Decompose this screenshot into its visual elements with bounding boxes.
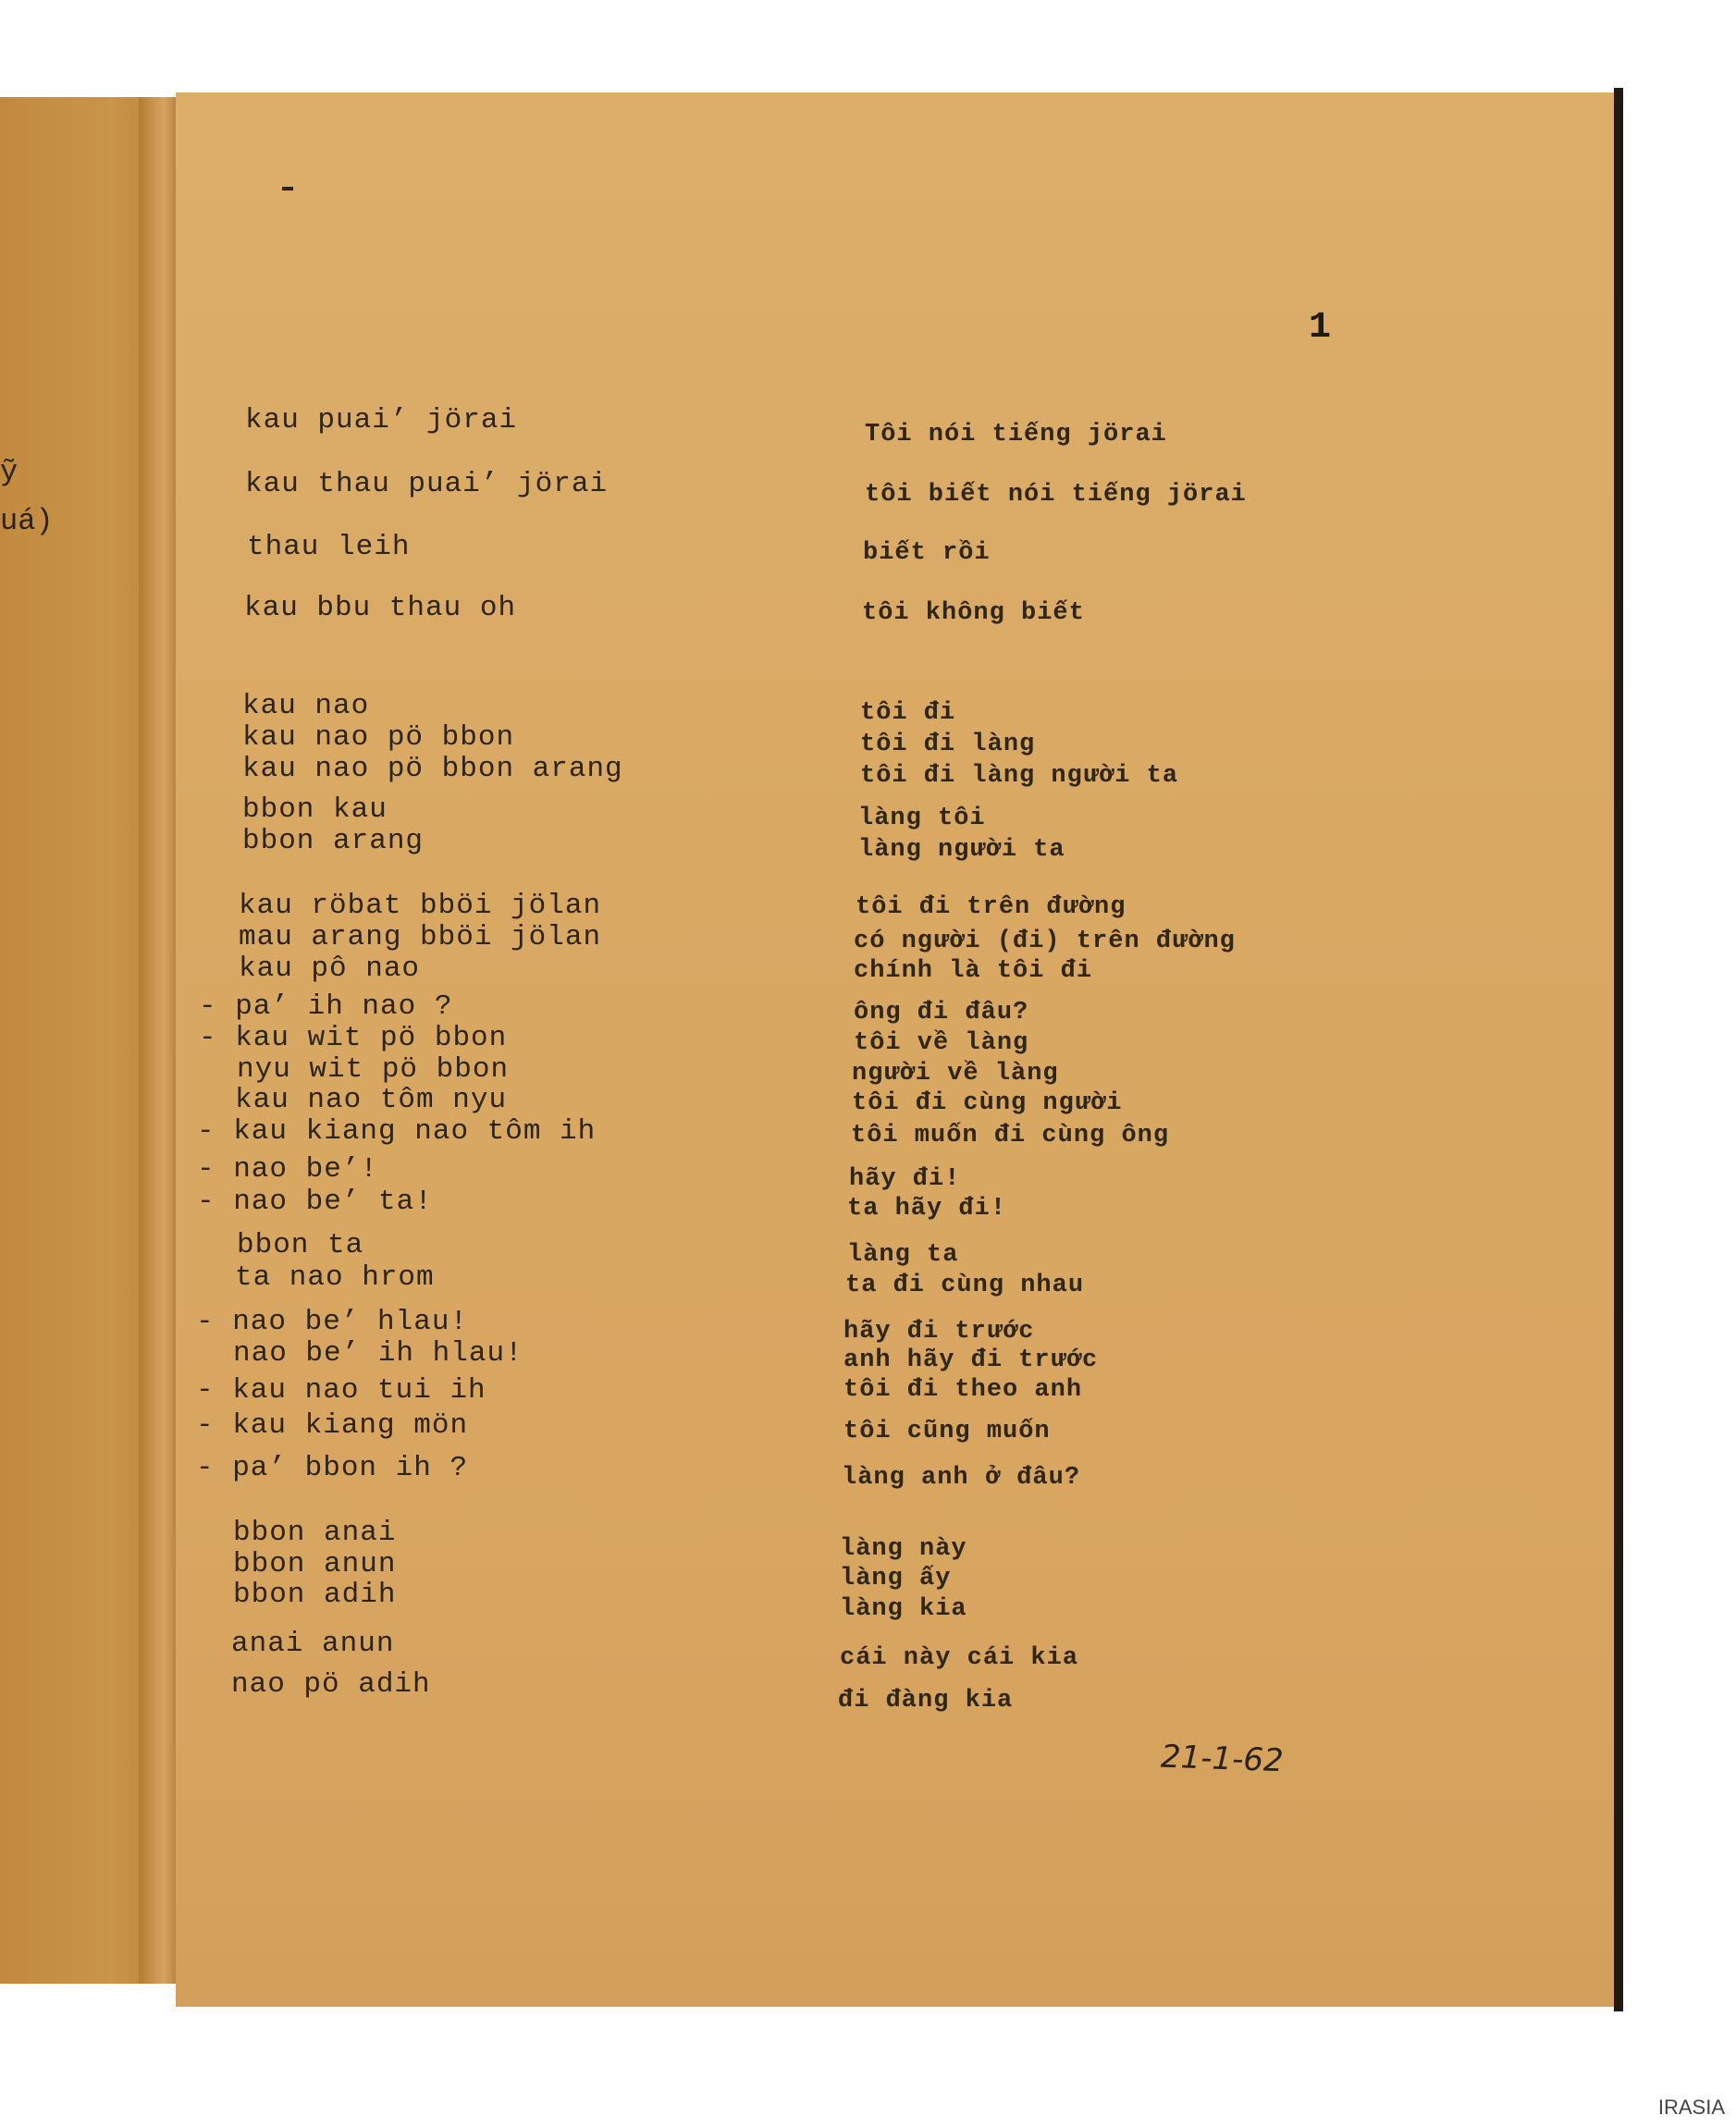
vietnamese-line: cái này cái kia: [840, 1644, 1079, 1672]
jorai-line: kau nao pö bbon: [242, 721, 515, 754]
margin-fragment: uá): [0, 504, 54, 538]
ink-mark: [282, 187, 293, 191]
jorai-line: kau puai’ jörai: [245, 404, 518, 436]
jorai-line: bbon ta: [237, 1229, 364, 1261]
jorai-line: kau nao: [242, 690, 370, 722]
vietnamese-line: làng người ta: [858, 836, 1065, 864]
vietnamese-line: tôi đi trên đường: [856, 893, 1127, 921]
vietnamese-line: làng ta: [847, 1241, 959, 1269]
jorai-line: bbon adih: [233, 1579, 397, 1611]
vietnamese-line: làng tôi: [858, 805, 986, 832]
vietnamese-line: tôi đi làng người ta: [860, 762, 1179, 790]
source-credit: IRASIA: [1657, 2096, 1725, 2119]
handwritten-date: 21-1-62: [1160, 1738, 1285, 1780]
jorai-line: kau bbu thau oh: [244, 592, 517, 624]
vietnamese-line: Tôi nói tiếng jörai: [865, 421, 1167, 449]
vietnamese-line: tôi đi làng: [860, 731, 1036, 758]
jorai-line: ta nao hrom: [235, 1261, 435, 1294]
jorai-line: - nao be’ ta!: [197, 1186, 433, 1218]
vietnamese-line: biết rồi: [863, 539, 991, 567]
jorai-line: - pa’ bbon ih ?: [196, 1452, 469, 1484]
margin-fragment: ỹ: [0, 455, 18, 489]
jorai-line: nyu wit pö bbon: [237, 1053, 510, 1086]
vietnamese-line: tôi đi theo anh: [843, 1376, 1083, 1404]
vietnamese-line: ông đi đâu?: [854, 999, 1029, 1027]
vietnamese-line: chính là tôi đi: [854, 957, 1093, 985]
vietnamese-line: tôi không biết: [862, 599, 1085, 627]
jorai-line: - pa’ ih nao ?: [199, 990, 453, 1023]
jorai-line: kau nao tôm nyu: [235, 1084, 508, 1116]
vietnamese-line: người về làng: [852, 1060, 1059, 1088]
vietnamese-line: có người (đi) trên đường: [854, 928, 1236, 955]
jorai-line: bbon anai: [233, 1517, 397, 1549]
vietnamese-line: hãy đi!: [849, 1165, 961, 1193]
jorai-line: - kau kiang mön: [196, 1409, 469, 1442]
jorai-line: kau nao pö bbon arang: [242, 753, 623, 785]
jorai-line: - kau wit pö bbon: [199, 1022, 508, 1054]
vietnamese-line: ta hãy đi!: [847, 1195, 1007, 1223]
jorai-line: bbon kau: [242, 793, 388, 826]
vietnamese-line: anh hãy đi trước: [843, 1346, 1099, 1374]
vietnamese-line: tôi đi cùng người: [852, 1089, 1123, 1117]
jorai-line: kau thau puai’ jörai: [245, 468, 609, 500]
jorai-line: - kau kiang nao tôm ih: [197, 1115, 597, 1148]
jorai-line: kau pô nao: [239, 953, 421, 985]
vietnamese-line: làng kia: [840, 1595, 967, 1623]
vietnamese-line: hãy đi trước: [843, 1318, 1035, 1346]
vietnamese-line: tôi biết nói tiếng jörai: [865, 481, 1247, 509]
jorai-line: - nao be’!: [197, 1153, 379, 1186]
jorai-line: kau röbat bböi jölan: [239, 890, 602, 922]
vietnamese-line: làng này: [840, 1535, 967, 1563]
vietnamese-line: tôi muốn đi cùng ông: [851, 1122, 1170, 1150]
jorai-line: bbon anun: [233, 1548, 397, 1580]
vietnamese-line: đi đàng kia: [838, 1687, 1014, 1715]
jorai-line: nao pö adih: [231, 1668, 431, 1701]
page-edge-shadow: [1614, 88, 1623, 2011]
jorai-line: anai anun: [231, 1628, 395, 1660]
vietnamese-line: tôi về làng: [854, 1029, 1029, 1057]
vietnamese-line: tôi đi: [860, 699, 956, 727]
jorai-line: nao be’ ih hlau!: [233, 1337, 523, 1370]
vietnamese-line: làng anh ở đâu?: [842, 1464, 1081, 1492]
page-number: 1: [1309, 307, 1332, 349]
jorai-line: mau arang bböi jölan: [239, 921, 602, 953]
vietnamese-line: tôi cũng muốn: [843, 1418, 1051, 1445]
jorai-line: - kau nao tui ih: [196, 1374, 486, 1407]
jorai-line: - nao be’ hlau!: [196, 1306, 469, 1338]
vietnamese-line: làng ấy: [840, 1565, 952, 1592]
vietnamese-line: ta đi cùng nhau: [845, 1272, 1085, 1299]
jorai-line: thau leih: [247, 531, 411, 563]
jorai-line: bbon arang: [242, 825, 425, 857]
